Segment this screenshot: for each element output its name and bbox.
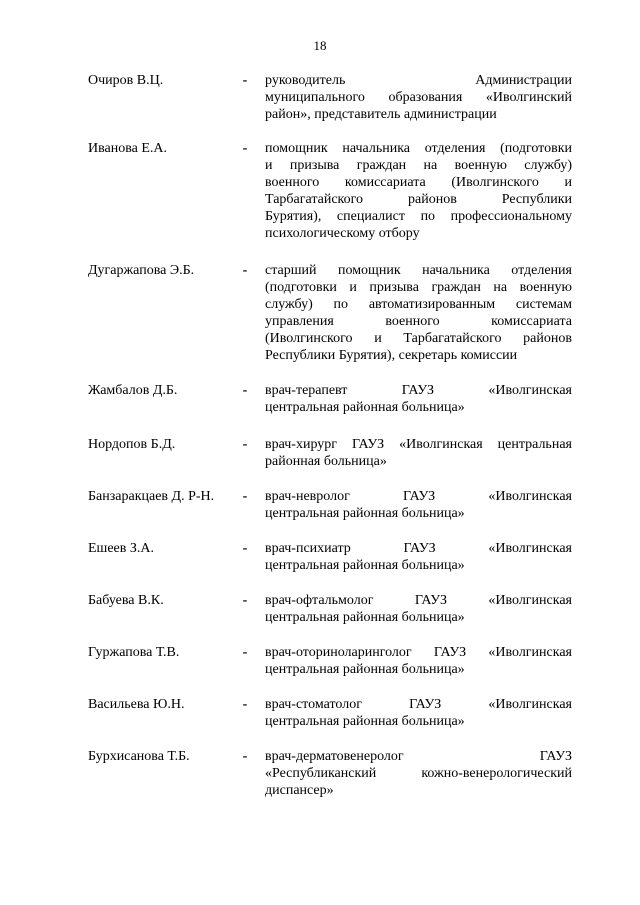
- dash-separator: -: [242, 541, 248, 556]
- role-text-line: врач-хирург ГАУЗ «Иволгинская центральная: [265, 437, 572, 452]
- role-text-line: военного комиссариата (Иволгинского и: [265, 175, 572, 190]
- role-text-line: службу) по автоматизированным системам: [265, 297, 572, 312]
- member-name: Жамбалов Д.Б.: [88, 383, 178, 398]
- role-text-line: центральная районная больница»: [265, 714, 465, 729]
- role-text-line: (подготовки и призыва граждан на военную: [265, 280, 572, 295]
- role-text-line: врач-дерматовенеролог ГАУЗ: [265, 749, 572, 764]
- dash-separator: -: [242, 383, 248, 398]
- member-name: Банзаракцаев Д. Р-Н.: [88, 489, 215, 504]
- role-text-line: Тарбагатайского районов Республики: [265, 192, 572, 207]
- role-text-line: диспансер»: [265, 783, 334, 798]
- member-role: [265, 696, 572, 730]
- member-role: [265, 644, 572, 678]
- role-text-line: врач-психиатр ГАУЗ «Иволгинская: [265, 541, 572, 556]
- member-role: [265, 748, 572, 799]
- role-text-line: управления военного комиссариата: [265, 314, 572, 329]
- role-text-line: и призыва граждан на военную службу): [265, 158, 572, 173]
- role-text-line: помощник начальника отделения (подготовки: [265, 141, 572, 156]
- member-name: Бабуева В.К.: [88, 593, 164, 608]
- member-role: [265, 540, 572, 574]
- member-name: Очиров В.Ц.: [88, 73, 164, 88]
- role-text-line: врач-офтальмолог ГАУЗ «Иволгинская: [265, 593, 572, 608]
- dash-separator: -: [242, 263, 248, 278]
- role-text-line: врач-невролог ГАУЗ «Иволгинская: [265, 489, 572, 504]
- member-role: [265, 592, 572, 626]
- page-number: 18: [313, 38, 327, 53]
- member-name: Дугаржапова Э.Б.: [88, 263, 195, 278]
- member-name: Нордопов Б.Д.: [88, 437, 176, 452]
- role-text-line: районная больница»: [265, 454, 387, 469]
- role-text-line: Республики Бурятия), секретарь комиссии: [265, 348, 518, 363]
- dash-separator: -: [242, 645, 248, 660]
- member-role: [265, 140, 572, 242]
- member-role: [265, 436, 572, 470]
- dash-separator: -: [242, 697, 248, 712]
- member-name: Иванова Е.А.: [88, 141, 168, 156]
- role-text-line: район», представитель администрации: [265, 107, 497, 122]
- role-text-line: центральная районная больница»: [265, 558, 465, 573]
- dash-separator: -: [242, 749, 248, 764]
- dash-separator: -: [242, 489, 248, 504]
- role-text-line: врач-терапевт ГАУЗ «Иволгинская: [265, 383, 572, 398]
- role-text-line: врач-оториноларинголог ГАУЗ «Иволгинская: [265, 645, 572, 660]
- role-text-line: центральная районная больница»: [265, 506, 465, 521]
- role-text-line: врач-стоматолог ГАУЗ «Иволгинская: [265, 697, 572, 712]
- member-role: [265, 262, 572, 364]
- role-text-line: «Республиканский кожно-венерологический: [265, 766, 572, 781]
- role-text-line: Бурятия), специалист по профессиональному: [265, 209, 572, 224]
- role-text-line: (Иволгинского и Тарбагатайского районов: [265, 331, 572, 346]
- member-name: Васильева Ю.Н.: [88, 697, 185, 712]
- role-text-line: центральная районная больница»: [265, 662, 465, 677]
- role-text-line: психологическому отбору: [265, 226, 420, 241]
- dash-separator: -: [242, 593, 248, 608]
- member-name: Бурхисанова Т.Б.: [88, 749, 190, 764]
- member-role: [265, 72, 572, 123]
- role-text-line: старший помощник начальника отделения: [265, 263, 572, 278]
- dash-separator: -: [242, 437, 248, 452]
- role-text-line: центральная районная больница»: [265, 400, 465, 415]
- member-name: Ешеев З.А.: [88, 541, 154, 556]
- dash-separator: -: [242, 141, 248, 156]
- dash-separator: -: [242, 73, 248, 88]
- member-name: Гуржапова Т.В.: [88, 645, 180, 660]
- role-text-line: центральная районная больница»: [265, 610, 465, 625]
- role-text-line: муниципального образования «Иволгинский: [265, 90, 572, 105]
- member-role: [265, 488, 572, 522]
- member-role: [265, 382, 572, 416]
- role-text-line: руководитель Администрации: [265, 73, 572, 88]
